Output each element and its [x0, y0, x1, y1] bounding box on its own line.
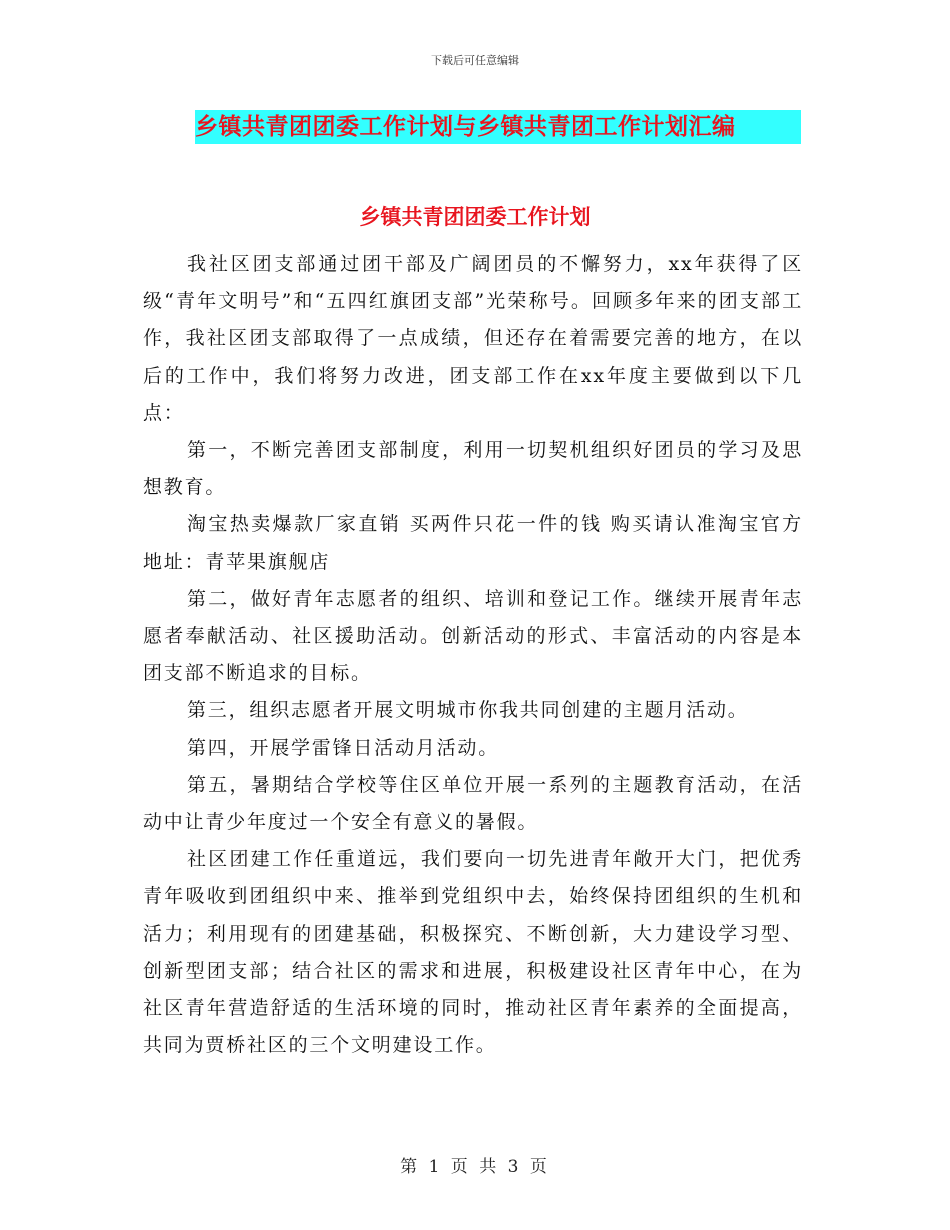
paragraph-point-3: 第三，组织志愿者开展文明城市你我共同创建的主题月活动。: [187, 699, 749, 722]
paragraph-point-2: 第二，做好青年志愿者的组织、培训和登记工作。继续开展青年志愿者奉献活动、社区援助活动。创新活动的形式、丰富活动的内容是本团支部不断追求的目标。: [143, 587, 803, 685]
section-title: 乡镇共青团团委工作计划: [359, 205, 591, 229]
page-number-footer: 第 1 页 共 3 页: [400, 1157, 550, 1177]
paragraph-intro: 我社区团支部通过团干部及广阔团员的不懈努力，xx年获得了区级“青年文明号”和“五四红旗团支部”光荣称号。回顾多年来的团支部工作，我社区团支部取得了一点成绩，但还存在着需要完善的地方，在以后的工作中，我们将努力改进，团支部工作在xx年度主要做到以下几点：: [143, 253, 803, 424]
document-body: [143, 246, 803, 1064]
main-title-highlight: [195, 110, 801, 144]
paragraph-ad: 淘宝热卖爆款厂家直销 买两件只花一件的钱 购买请认准淘宝官方地址：青苹果旗舰店: [143, 513, 803, 573]
header-note: 下载后可任意编辑: [431, 54, 519, 67]
paragraph-point-4: 第四，开展学雷锋日活动月活动。: [187, 736, 500, 759]
main-title: 乡镇共青团团委工作计划与乡镇共青团工作计划汇编: [195, 114, 736, 140]
paragraph-point-5: 第五，暑期结合学校等住区单位开展一系列的主题教育活动，在活动中让青少年度过一个安全有意义的暑假。: [143, 773, 803, 834]
paragraph-point-1: 第一，不断完善团支部制度，利用一切契机组织好团员的学习及思想教育。: [143, 439, 803, 499]
paragraph-conclusion: 社区团建工作任重道远，我们要向一切先进青年敞开大门，把优秀青年吸收到团组织中来、推举到党组织中去，始终保持团组织的生机和活力；利用现有的团建基础，积极探究、不断创新，大力建设学习型、创新型团支部；结合社区的需求和进展，积极建设社区青年中心，在为社区青年营造舒适的生活环境的同时，推动社区青年素养的全面提高，共同为贾桥社区的三个文明建设工作。: [143, 848, 803, 1057]
